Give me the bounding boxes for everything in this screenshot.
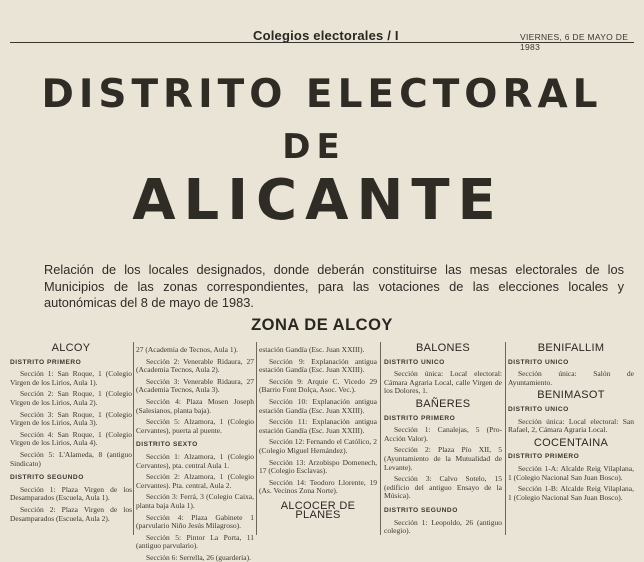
list-item: Sección 3: San Roque, 1 (Colegio Virgen de los Lirios, Aula 3). — [10, 409, 132, 428]
headline-line-2: DE — [282, 127, 346, 167]
list-item: Sección 1: Alzamora, 1 (Colegio Cervantes), pta. central Aula 1. — [136, 451, 254, 470]
district-heading: DISTRITO UNICO — [384, 358, 445, 366]
column-5 — [508, 340, 634, 535]
list-item: Sección 9: Arquie C. Vicedo 29 (Barrio Font Dolça, Asoc. Vec.). — [259, 376, 377, 395]
list-item: Sección 2: Alzamora, 1 (Colegio Cervantes). Pta. central, Aula 2. — [136, 472, 254, 490]
list-item: Sección única: Local electoral: Cámara Agraria Local, calle Virgen de los Dolores, 1. — [384, 369, 502, 396]
list-item: Sección 6: Serrella, 26 (guardería). — [146, 552, 251, 562]
list-item: Sección 1: San Roque, 1 (Colegio Virgen de los Lirios, Aula 1). — [10, 369, 132, 387]
district-heading: DISTRITO SEGUNDO — [10, 474, 84, 482]
district-heading: DISTRITO PRIMERO — [508, 453, 580, 461]
list-item: Sección 1: Canalejas, 5 (Pro-Acción Valor). — [384, 425, 502, 443]
list-item: Sección 9: Explanación antigua estación Gandía (Esc. Juan XXIII). — [259, 356, 377, 375]
list-item: Sección 4: San Roque, 1 (Colegio Virgen de los Lirios, Aula 4). — [10, 429, 132, 448]
list-item: Sección 1: Leopoldo, 26 (antiguo colegio). — [384, 517, 502, 536]
issue-date: VIERNES, 6 DE MAYO DE 1983 — [520, 32, 629, 52]
list-item: Sección única: Local electoral: San Rafael, 2, Cámara Agraria Local. — [508, 416, 634, 435]
column-rule — [505, 342, 506, 535]
column-heading: BENIFALLIM — [537, 342, 605, 354]
column-heading: ALCOY — [51, 342, 91, 354]
column-rule — [380, 342, 381, 535]
list-item: Sección 5: Alzamora, 1 (Colegio Cervantes), puerta al puente. — [136, 417, 254, 435]
list-item: Sección 4: Plaza Gabinete 1 (parvulario Niño Jesús Milagroso). — [136, 512, 254, 531]
list-item: Sección 14: Teodoro Llorente, 19 (As. Vecinos Zona Norte). — [259, 477, 377, 496]
district-heading: DISTRITO UNICO — [508, 405, 569, 413]
district-heading: DISTRITO PRIMERO — [10, 358, 82, 366]
list-item: Sección 3: Ferrá, 3 (Colegio Caixa, planta baja Aula 1). — [136, 492, 254, 510]
column-heading: BENIMASOT — [537, 389, 605, 402]
list-item: Sección 5: Pintor La Porta, 11 (antiguo parvulario). — [136, 532, 254, 551]
list-item: estación Gandía (Esc. Juan XXIII). — [259, 345, 365, 354]
list-item: Sección 2: Plaza Pío XII, 5 (Ayuntamiento de la Mutualidad de Levante). — [384, 445, 502, 472]
section-title: Colegios electorales / I — [253, 28, 399, 43]
column-heading: BALONES — [415, 342, 471, 354]
list-item: Sección 12: Fernando el Católico, 2 (Colegio Miguel Hernández). — [259, 437, 377, 455]
list-item: Sección 5: L'Alameda, 8 (antiguo Sindicato) — [10, 449, 132, 468]
column-heading: COCENTAINA — [533, 436, 609, 449]
list-item: 27 (Academia de Tecnos, Aula 1). — [136, 345, 239, 354]
list-item: Sección única: Salón de Ayuntamiento. — [508, 369, 634, 387]
list-item: Sección 2: San Roque, 1 (Colegio Virgen de los Lirios, Aula 2). — [10, 389, 132, 407]
list-item: Sección 1-B: Alcalde Reig Vilaplana, 1 (Colegio Nacional San Juan Bosco). — [508, 484, 634, 502]
list-item: Sección 4: Plaza Mosen Joseph (Salesianos, planta baja). — [136, 396, 254, 415]
column-rule — [133, 342, 134, 535]
column-2 — [136, 345, 254, 562]
list-item: Sección 1: Plaza Virgen de los Desamparados (Escuela, Aula 1). — [10, 484, 132, 503]
column-heading: BAÑERES — [415, 397, 471, 410]
list-item: Sección 1-A: Alcalde Reig Vilaplana, 1 (Colegio Nacional San Juan Bosco). — [508, 463, 634, 482]
headline-line-1: DISTRITO ELECTORAL — [41, 72, 603, 117]
list-item: Sección 3: Venerable Ridaura, 27 (Academia Tecnos, Aula 3). — [136, 376, 254, 395]
list-item: Sección 2: Venerable Ridaura, 27 (Academia Tecnos, Aula 2). — [136, 356, 254, 375]
intro-paragraph: Relación de los locales designados, donde deberán constituirse las mesas electorales de los Municipios de las zonas correspondientes, para las votaciones de las elecciones locales y autonómicas del 8 de mayo de 1983. — [44, 262, 624, 310]
column-rule — [256, 342, 257, 535]
column-heading: ALCOCER DE PLANES — [280, 499, 356, 521]
header-rule — [10, 42, 634, 43]
column-4 — [384, 340, 502, 535]
list-item: Sección 2: Plaza Virgen de los Desamparados (Escuela, Aula 2). — [10, 504, 132, 523]
list-item: Sección 11: Explanación antigua estación Gandía (Esc. Juan XXIII). — [259, 417, 377, 435]
district-heading: DISTRITO SEGUNDO — [384, 506, 458, 514]
column-1 — [10, 340, 132, 535]
list-item: Sección 13: Arzobispo Domenech, 17 (Colegio Esclavas). — [259, 457, 377, 476]
list-item: Sección 10: Explanación antigua estación Gandía (Esc. Juan XXIII). — [259, 396, 377, 415]
headline-line-3: ALICANTE — [132, 168, 504, 233]
zona-title: ZONA DE ALCOY — [251, 316, 393, 334]
column-3 — [259, 346, 377, 535]
list-item: Sección 3: Calvo Sotelo, 15 (edificio del antiguo Ensayo de la Música). — [384, 474, 502, 501]
district-heading: DISTRITO SEXTO — [136, 441, 198, 449]
district-heading: DISTRITO PRIMERO — [384, 414, 456, 422]
district-heading: DISTRITO UNICO — [508, 358, 569, 366]
